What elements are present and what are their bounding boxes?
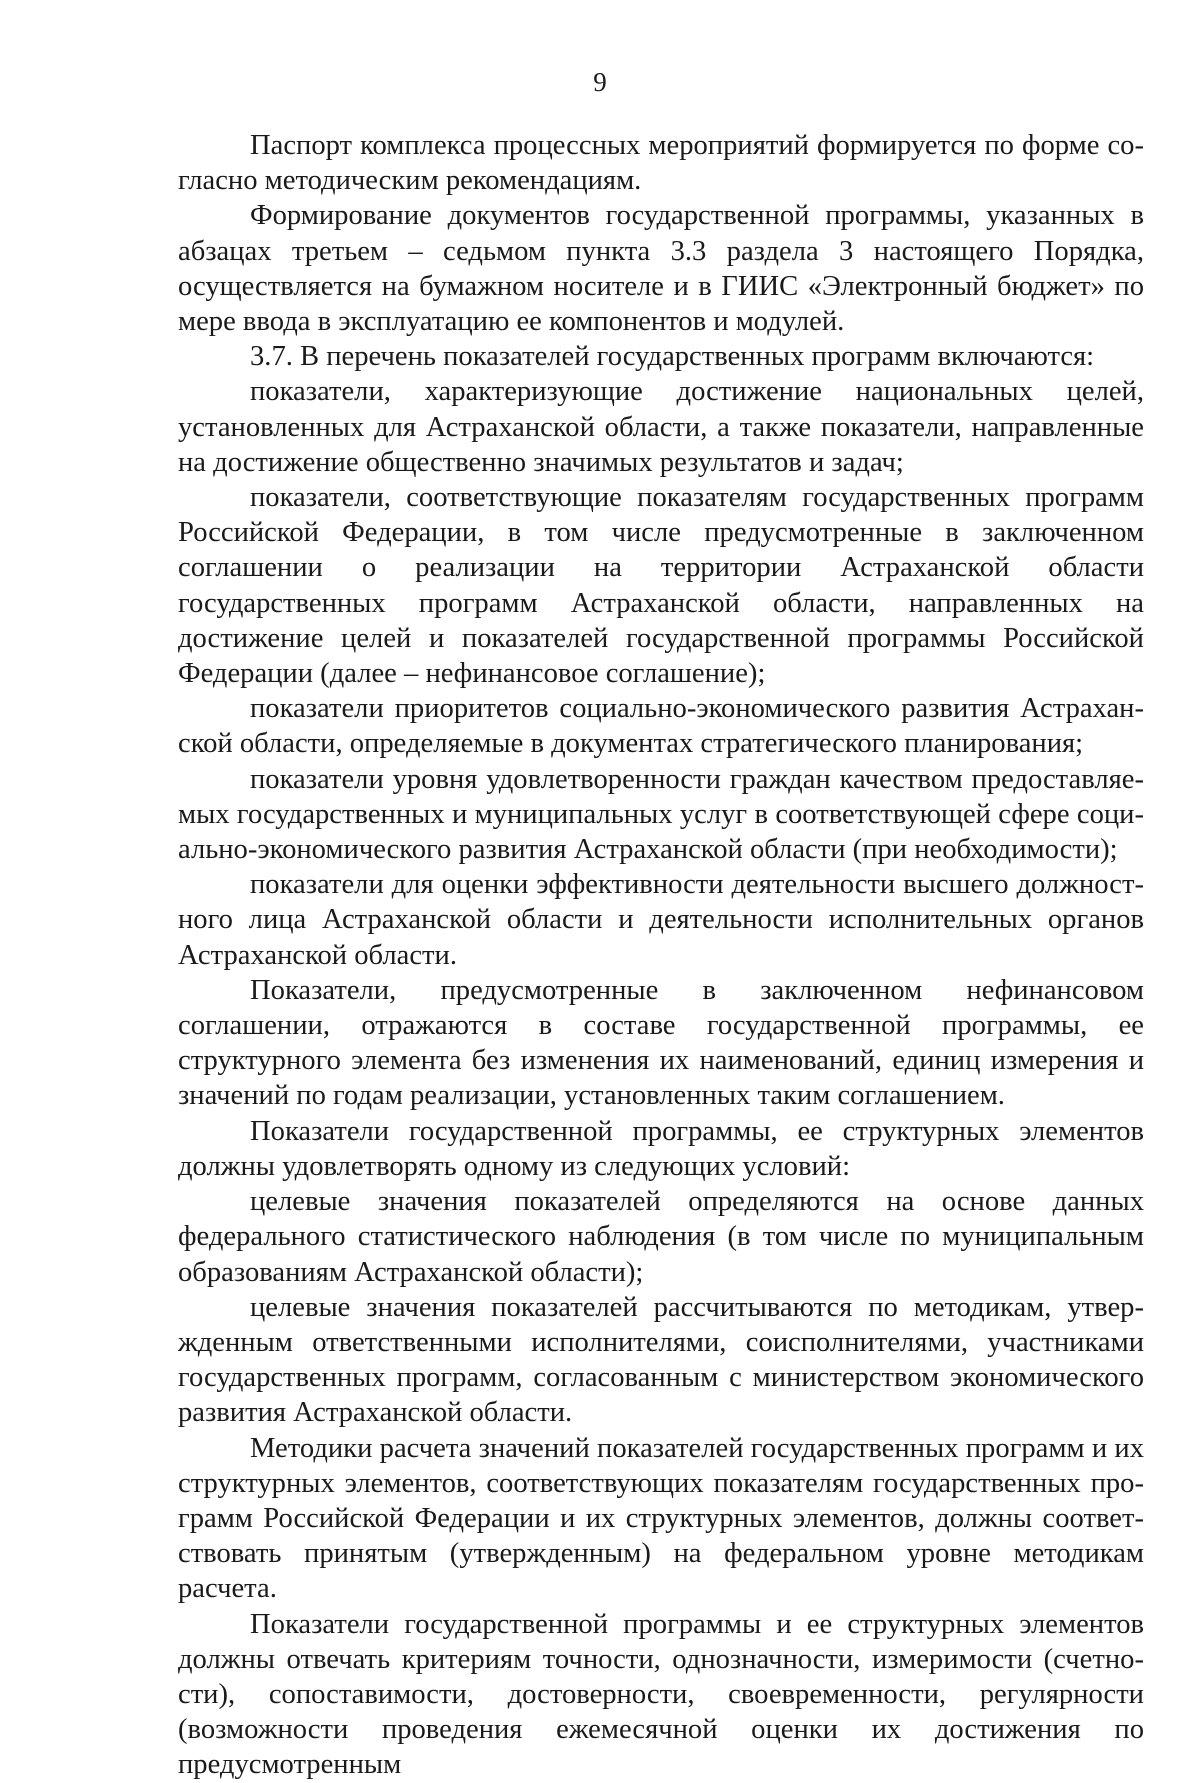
paragraph-conditions: Показатели государственной программы, ее структурных элементов должны удовлетворять одному из следующих условий:	[178, 1115, 1144, 1182]
document-body	[178, 128, 1144, 1783]
paragraph-non-financial-agreement: Показатели, предусмотренные в заключенном нефинансовом соглашении, отражаются в составе государственной программы, ее структурного элемента без изменения их наименований, единиц измерения и значений по годам реализации, установленных таким соглашением.	[178, 974, 1144, 1112]
paragraph-documents-formation: Формирование документов государственной программы, указанных в абзацах третьем – седьмом пункта 3.3 раздела 3 настоящего Порядка, осуществляется на бумажном носителе и в ГИИС «Электронный бюджет» по мере ввода в эксплуатацию ее компонентов и модулей.	[178, 200, 1144, 338]
paragraph-section-3-7: 3.7. В перечень показателей государственных программ включаются:	[250, 341, 1095, 373]
list-item-federal-programs: показатели, соответствующие показателям государственных программ Российской Федерации, в том числе предусмотренные в заключенном соглашении о реализации на территории Астраханской области государственных программ Астраханской области, направленных на достижение целей и показателей государственной программы Российской Федерации (далее – нефинансовое соглашение);	[178, 482, 1144, 690]
page-number: 9	[593, 67, 607, 97]
list-item-efficiency: показатели для оценки эффективности деятельности высшего должностного лица Астраханской области и деятельности исполнительных органов Астраханской области.	[178, 869, 1144, 971]
list-item-satisfaction: показатели уровня удовлетворенности граждан качеством предоставляемых государственных и муниципальных услуг в соответствующей сфере социально-экономического развития Астраханской области (при необходимости);	[178, 763, 1144, 866]
list-item-statistics: целевые значения показателей определяются на основе данных федерального статистического наблюдения (в том числе по муниципальным образованиям Астраханской области);	[178, 1186, 1144, 1288]
paragraph-criteria: Показатели государственной программы и ее структурных элементов должны отвечать критериям точности, однозначности, измеримости (счетности), сопоставимости, достоверности, своевременности, регулярности (возможности проведения ежемесячной оценки их достижения по предусмотренным	[178, 1608, 1144, 1781]
paragraph-calculation-methods: Методики расчета значений показателей государственных программ и их структурных элементов, соответствующих показателям государственных программ Российской Федерации и их структурных элементов, должны соответствовать принятым (утвержденным) на федеральном уровне методикам расчета.	[178, 1432, 1144, 1605]
paragraph-passport: Паспорт комплекса процессных мероприятий формируется по форме согласно методическим рекомендациям.	[178, 130, 1144, 197]
list-item-methodologies: целевые значения показателей рассчитываются по методикам, утвержденным ответственными исполнителями, соисполнителями, участниками государственных программ, согласованным с министерством экономического развития Астраханской области.	[178, 1291, 1144, 1429]
list-item-priorities: показатели приоритетов социально-экономического развития Астраханской области, определяемые в документах стратегического планирования;	[178, 693, 1144, 760]
list-item-national-goals: показатели, характеризующие достижение национальных целей, установленных для Астраханской области, а также показатели, направленные на достижение общественно значимых результатов и задач;	[178, 376, 1144, 478]
